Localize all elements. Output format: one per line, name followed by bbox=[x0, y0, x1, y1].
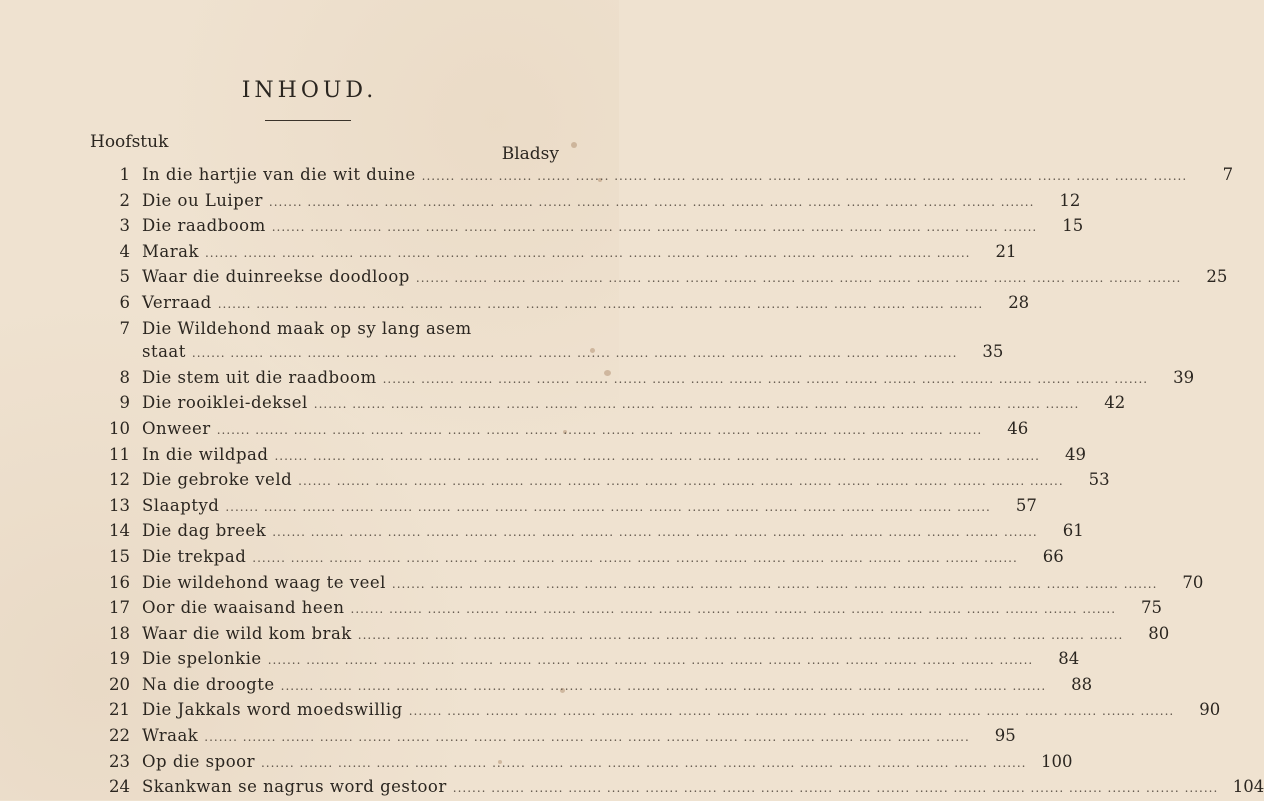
leader-dots: ....... ....... ....... ....... ....... ....... ....... ....... ....... ....... ....... ....... ....... ....... ....... ....... ....... ....... ....... ....... bbox=[225, 499, 991, 514]
chapter-number: 2 bbox=[119, 190, 130, 210]
leader-dots: ....... ....... ....... ....... ....... ....... ....... ....... ....... ....... ....... ....... ....... ....... ....... ....... ....... ....... ....... ....... bbox=[260, 755, 1027, 770]
page-number: 88 bbox=[1071, 674, 1093, 694]
leader-dots: ....... ....... ....... ....... ....... ....... ....... ....... ....... ....... ....... ....... ....... ....... ....... ....... ....... ....... ....... ....... bbox=[415, 271, 1182, 286]
leader-dots: ....... ....... ....... ....... ....... ....... ....... ....... ....... ....... ....... ....... ....... ....... ....... ....... ....... ....... ....... ....... bbox=[272, 525, 1038, 540]
page-number: 15 bbox=[1062, 216, 1084, 236]
chapter-title: Marak bbox=[142, 241, 199, 261]
chapter-title: Die Jakkals word moedswillig bbox=[142, 700, 403, 720]
page-number: 95 bbox=[994, 726, 1016, 746]
toc-row[interactable] bbox=[100, 468, 1110, 494]
leader-dots: ....... ....... ....... ....... ....... ....... ....... ....... ....... ....... ....... ....... ....... ....... ....... ....... ....... ....... ....... ....... bbox=[191, 346, 958, 361]
page-number: 104 bbox=[1232, 777, 1264, 797]
leader-dots: ....... ....... ....... ....... ....... ....... ....... ....... ....... ....... ....... ....... ....... ....... ....... ....... ....... ....... ....... ....... bbox=[267, 653, 1034, 668]
chapter-title: In die wildpad bbox=[142, 444, 269, 464]
page-number: 49 bbox=[1064, 444, 1086, 464]
chapter-number: 3 bbox=[119, 216, 130, 236]
chapter-number: 23 bbox=[109, 751, 130, 771]
toc-row[interactable] bbox=[100, 189, 1081, 215]
toc-row[interactable] bbox=[100, 366, 1195, 392]
chapter-title: Die trekpad bbox=[142, 546, 247, 566]
leader-dots: ....... ....... ....... ....... ....... ....... ....... ....... ....... ....... ....... ....... ....... ....... ....... ....... ....... ....... ....... ....... bbox=[391, 576, 1158, 591]
page-number: 53 bbox=[1088, 470, 1110, 490]
toc-row[interactable] bbox=[100, 571, 1204, 597]
toc-row[interactable] bbox=[100, 494, 1037, 520]
chapter-number: 8 bbox=[119, 367, 130, 387]
toc-row[interactable] bbox=[100, 724, 1016, 750]
chapter-title: Oor die waaisand heen bbox=[142, 598, 345, 618]
chapter-title-continued: staat bbox=[142, 342, 186, 362]
toc-row[interactable] bbox=[100, 698, 1221, 724]
toc-row[interactable] bbox=[100, 240, 1017, 266]
chapter-number: 11 bbox=[109, 444, 130, 464]
toc-row[interactable] bbox=[100, 775, 1264, 801]
chapter-title: Die wildehond waag te veel bbox=[142, 572, 386, 592]
leader-dots: ....... ....... ....... ....... ....... ....... ....... ....... ....... ....... ....... ....... ....... ....... ....... ....... ....... ....... ....... ....... bbox=[421, 169, 1188, 183]
chapter-title: Na die droogte bbox=[142, 674, 275, 694]
page-number: 75 bbox=[1141, 598, 1163, 618]
page-column-header: Bladsy bbox=[501, 144, 559, 164]
page-number: 12 bbox=[1059, 190, 1081, 210]
table-of-contents bbox=[100, 163, 1264, 801]
chapter-title: Die Wildehond maak op sy lang asem bbox=[142, 318, 472, 338]
chapter-number: 17 bbox=[109, 598, 130, 618]
chapter-title: Waar die wild kom brak bbox=[142, 623, 352, 643]
toc-row[interactable] bbox=[100, 596, 1163, 622]
chapter-number: 16 bbox=[109, 572, 130, 592]
chapter-title: Die spelonkie bbox=[142, 649, 262, 669]
chapter-title: Verraad bbox=[142, 292, 212, 312]
chapter-title: Wraak bbox=[142, 726, 199, 746]
leader-dots: ....... ....... ....... ....... ....... ....... ....... ....... ....... ....... ....... ....... ....... ....... ....... ....... ....... ....... ....... ....... bbox=[217, 296, 984, 311]
page-number: 90 bbox=[1199, 700, 1221, 720]
leader-dots: ....... ....... ....... ....... ....... ....... ....... ....... ....... ....... ....... ....... ....... ....... ....... ....... ....... ....... ....... ....... bbox=[271, 220, 1038, 235]
chapter-number: 19 bbox=[109, 649, 130, 669]
chapter-number: 6 bbox=[119, 292, 130, 312]
chapter-title: Die rooiklei-deksel bbox=[142, 393, 308, 413]
toc-row[interactable] bbox=[100, 265, 1228, 291]
chapter-number: 9 bbox=[119, 393, 130, 413]
leader-dots: ....... ....... ....... ....... ....... ....... ....... ....... ....... ....... ....... ....... ....... ....... ....... ....... ....... ....... ....... ....... bbox=[408, 704, 1175, 719]
chapter-number: 12 bbox=[109, 470, 130, 490]
page-number: 70 bbox=[1182, 572, 1204, 592]
leader-dots: ....... ....... ....... ....... ....... ....... ....... ....... ....... ....... ....... ....... ....... ....... ....... ....... ....... ....... ....... ....... bbox=[357, 627, 1124, 642]
page-number: 57 bbox=[1015, 495, 1037, 515]
chapter-number: 5 bbox=[119, 267, 130, 287]
toc-row[interactable] bbox=[100, 622, 1170, 648]
page-number: 61 bbox=[1062, 521, 1084, 541]
page-number: 25 bbox=[1206, 267, 1228, 287]
page-number: 84 bbox=[1058, 649, 1080, 669]
chapter-number: 7 bbox=[119, 318, 130, 338]
title-divider bbox=[265, 120, 351, 121]
chapter-title: Slaaptyd bbox=[142, 495, 220, 515]
toc-row[interactable] bbox=[100, 647, 1080, 673]
leader-dots: ....... ....... ....... ....... ....... ....... ....... ....... ....... ....... ....... ....... ....... ....... ....... ....... ....... ....... ....... ....... bbox=[216, 422, 983, 437]
page-number: 7 bbox=[1222, 165, 1234, 184]
toc-row[interactable] bbox=[100, 545, 1064, 571]
page-number: 39 bbox=[1173, 367, 1195, 387]
chapter-title: Waar die duinreekse doodloop bbox=[142, 267, 410, 287]
page-number: 46 bbox=[1007, 418, 1029, 438]
toc-row[interactable] bbox=[100, 163, 1234, 189]
chapter-number: 1 bbox=[119, 165, 130, 184]
toc-row[interactable] bbox=[100, 391, 1126, 417]
leader-dots: ....... ....... ....... ....... ....... ....... ....... ....... ....... ....... ....... ....... ....... ....... ....... ....... ....... ....... ....... ....... bbox=[382, 371, 1149, 386]
chapter-number: 13 bbox=[109, 495, 130, 515]
page-title: INHOUD. bbox=[241, 78, 378, 103]
toc-row[interactable] bbox=[100, 750, 1073, 776]
chapter-number: 20 bbox=[109, 674, 130, 694]
chapter-title: Die dag breek bbox=[142, 521, 267, 541]
chapter-title: Die gebroke veld bbox=[142, 470, 293, 490]
chapter-number: 18 bbox=[109, 623, 130, 643]
chapter-title: In die hartjie van die wit duine bbox=[142, 165, 416, 184]
chapter-number: 4 bbox=[119, 241, 130, 261]
toc-row[interactable] bbox=[100, 291, 1030, 317]
chapter-number: 14 bbox=[109, 521, 130, 541]
leader-dots: ....... ....... ....... ....... ....... ....... ....... ....... ....... ....... ....... ....... ....... ....... ....... ....... ....... ....... ....... ....... bbox=[252, 550, 1018, 565]
chapter-number: 22 bbox=[109, 726, 130, 746]
leader-dots: ....... ....... ....... ....... ....... ....... ....... ....... ....... ....... ....... ....... ....... ....... ....... ....... ....... ....... ....... ....... bbox=[204, 245, 971, 260]
leader-dots: ....... ....... ....... ....... ....... ....... ....... ....... ....... ....... ....... ....... ....... ....... ....... ....... ....... ....... ....... ....... bbox=[313, 397, 1080, 412]
chapter-title: Skankwan se nagrus word gestoor bbox=[142, 777, 447, 797]
chapter-title: Onweer bbox=[142, 418, 211, 438]
chapter-column-header: Hoofstuk bbox=[90, 132, 169, 152]
toc-row[interactable] bbox=[100, 417, 1029, 443]
chapter-number: 15 bbox=[109, 546, 130, 566]
leader-dots: ....... ....... ....... ....... ....... ....... ....... ....... ....... ....... ....... ....... ....... ....... ....... ....... ....... ....... ....... ....... bbox=[274, 448, 1040, 463]
toc-row[interactable] bbox=[100, 519, 1084, 545]
page-number: 66 bbox=[1042, 546, 1064, 566]
chapter-title: Op die spoor bbox=[142, 751, 255, 771]
page-number: 35 bbox=[982, 342, 1004, 362]
page-number: 21 bbox=[995, 241, 1017, 261]
chapter-number: 10 bbox=[109, 418, 130, 438]
chapter-title: Die raadboom bbox=[142, 216, 266, 236]
leader-dots: ....... ....... ....... ....... ....... ....... ....... ....... ....... ....... ....... ....... ....... ....... ....... ....... ....... ....... ....... ....... bbox=[452, 781, 1219, 796]
chapter-title: Die stem uit die raadboom bbox=[142, 367, 377, 387]
toc-row[interactable] bbox=[100, 214, 1084, 240]
page-number: 80 bbox=[1148, 623, 1170, 643]
leader-dots: ....... ....... ....... ....... ....... ....... ....... ....... ....... ....... ....... ....... ....... ....... ....... ....... ....... ....... ....... ....... bbox=[268, 194, 1035, 209]
chapter-number: 21 bbox=[109, 700, 130, 720]
chapter-title: Die ou Luiper bbox=[142, 190, 263, 210]
leader-dots: ....... ....... ....... ....... ....... ....... ....... ....... ....... ....... ....... ....... ....... ....... ....... ....... ....... ....... ....... ....... bbox=[350, 602, 1117, 617]
page-number: 100 bbox=[1040, 751, 1073, 771]
page-number: 42 bbox=[1104, 393, 1126, 413]
page-number: 28 bbox=[1008, 292, 1030, 312]
toc-row[interactable] bbox=[100, 673, 1093, 699]
leader-dots: ....... ....... ....... ....... ....... ....... ....... ....... ....... ....... ....... ....... ....... ....... ....... ....... ....... ....... ....... ....... bbox=[204, 730, 970, 745]
leader-dots: ....... ....... ....... ....... ....... ....... ....... ....... ....... ....... ....... ....... ....... ....... ....... ....... ....... ....... ....... ....... bbox=[280, 678, 1047, 693]
leader-dots: ....... ....... ....... ....... ....... ....... ....... ....... ....... ....... ....... ....... ....... ....... ....... ....... ....... ....... ....... ....... bbox=[298, 474, 1064, 489]
foxing-spot bbox=[571, 142, 577, 148]
toc-row[interactable] bbox=[100, 443, 1086, 469]
chapter-number: 24 bbox=[109, 777, 130, 797]
toc-row[interactable] bbox=[100, 317, 1004, 366]
